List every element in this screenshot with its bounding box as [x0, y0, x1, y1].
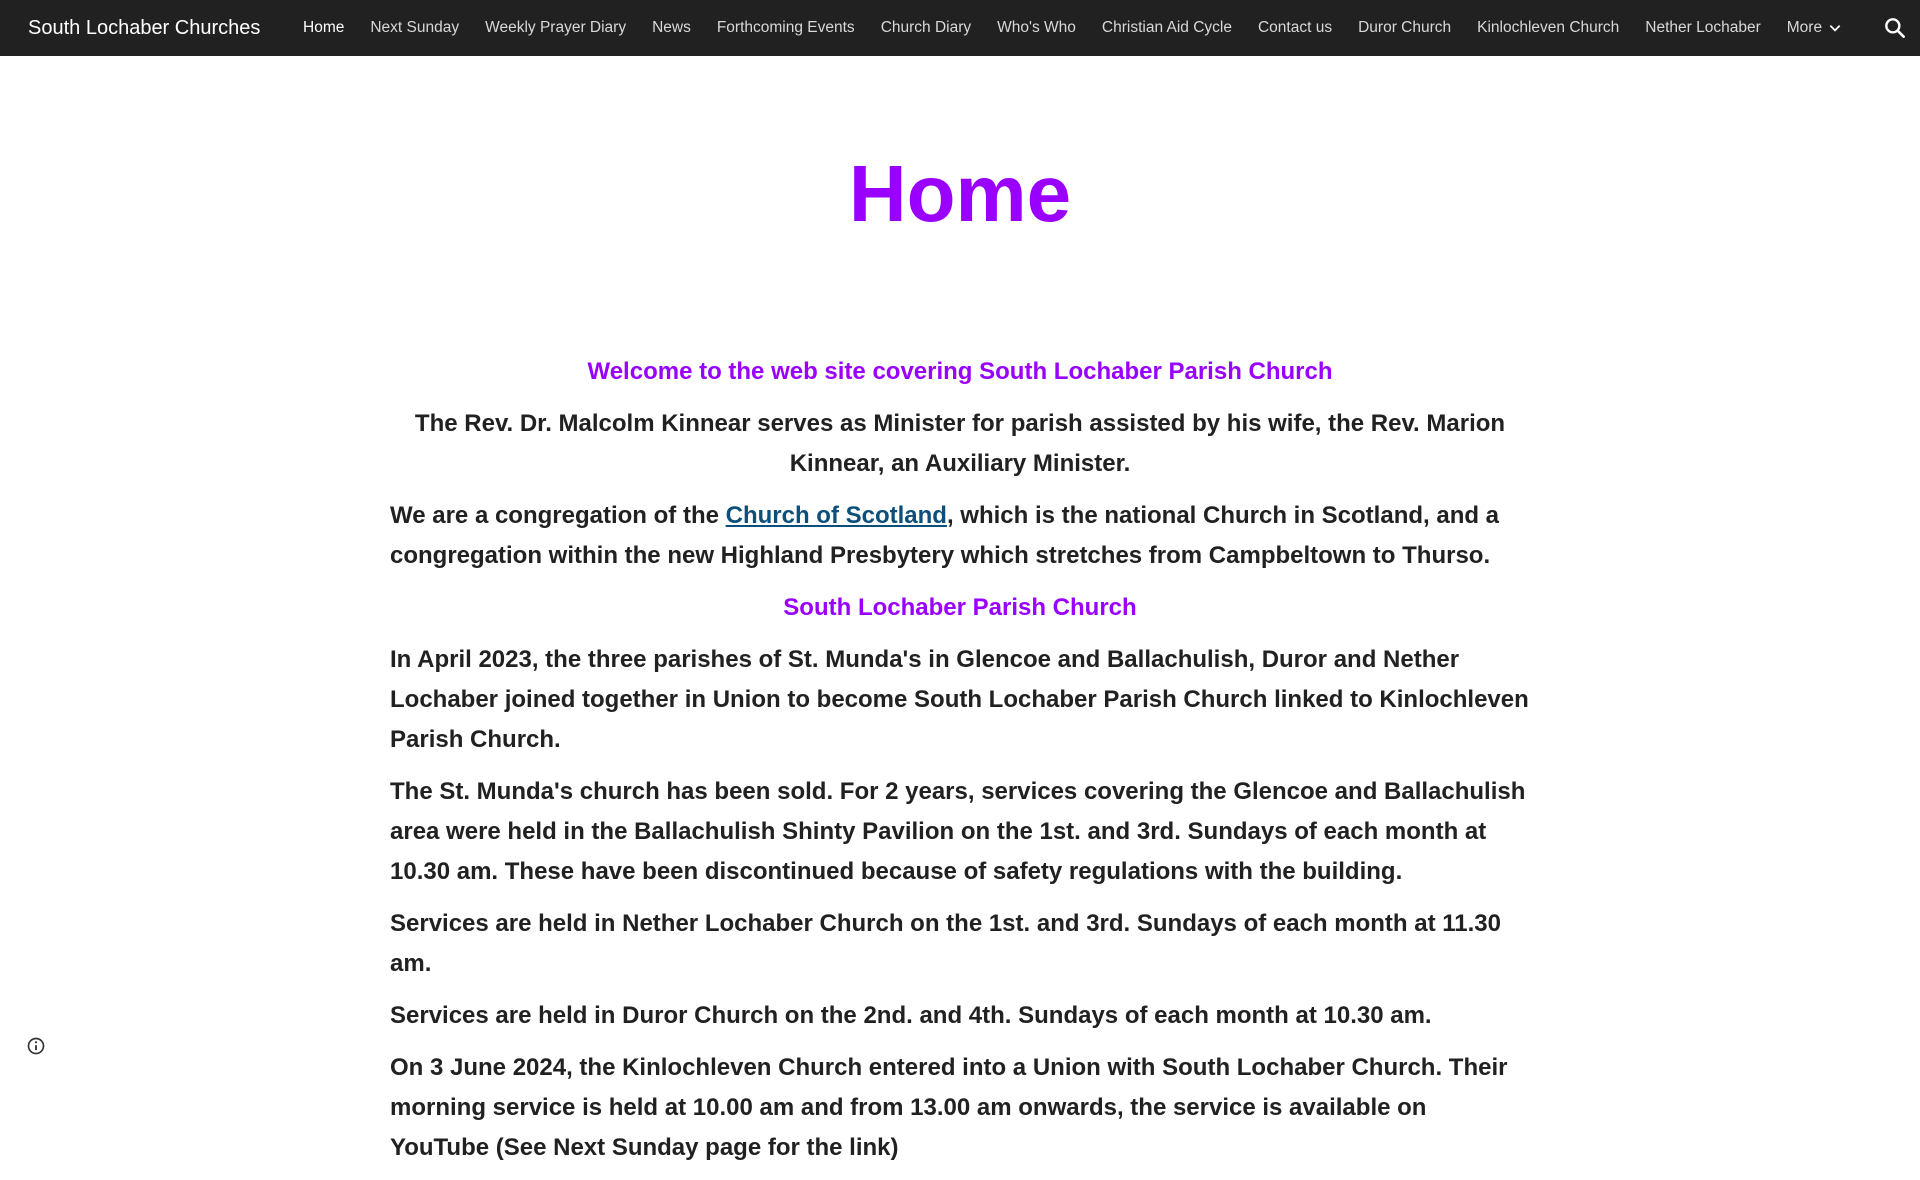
section-heading: South Lochaber Parish Church [783, 594, 1137, 621]
congregation-text-start: We are a congregation of the [390, 502, 726, 529]
chevron-down-icon [1828, 21, 1842, 35]
search-icon[interactable] [1882, 15, 1908, 41]
congregation-text [390, 496, 1530, 576]
main-nav [303, 0, 1842, 56]
nav-item-whos-who[interactable]: Who's Who [997, 19, 1076, 36]
nav-item-christian-aid-cycle[interactable]: Christian Aid Cycle [1101, 19, 1232, 36]
nav-item-weekly-prayer-diary[interactable]: Weekly Prayer Diary [485, 19, 627, 36]
nav-item-church-diary[interactable]: Church Diary [880, 19, 972, 36]
union-paragraph: In April 2023, the three parishes of St. Munda's in Glencoe and Ballachulish, Duror and Nether Lochaber joined together in Union to become South Lochaber Parish Church linked to Kinlochleven Parish Church. [390, 646, 1529, 753]
nav-item-more[interactable] [1787, 19, 1842, 37]
nav-item-news[interactable]: News [652, 19, 691, 36]
nav-more-label: More [1786, 19, 1823, 36]
church-of-scotland-link[interactable]: Church of Scotland [725, 502, 947, 529]
nav-item-duror-church[interactable]: Duror Church [1358, 19, 1452, 36]
page-title: Home [848, 149, 1072, 238]
kinlochleven-paragraph: On 3 June 2024, the Kinlochleven Church entered into a Union with South Lochaber Church. Their morning service is held at 10.00 am and from 13.00 am onwards, the service is available on YouTube (See Next Sunday page for the link) [390, 1054, 1508, 1161]
nav-item-forthcoming-events[interactable]: Forthcoming Events [716, 19, 855, 36]
nav-item-contact-us[interactable]: Contact us [1257, 19, 1333, 36]
nav-item-home[interactable]: Home [303, 19, 345, 36]
site-title[interactable]: South Lochaber Churches [28, 17, 261, 39]
nether-lochaber-services: Services are held in Nether Lochaber Church on the 1st. and 3rd. Sundays of each month at 11.30 am. [390, 910, 1501, 977]
nav-item-kinlochleven-church[interactable]: Kinlochleven Church [1477, 19, 1620, 36]
minister-text: The Rev. Dr. Malcolm Kinnear serves as Minister for parish assisted by his wife, the Rev. Marion Kinnear, an Auxiliary Minister. [414, 410, 1506, 477]
duror-services: Services are held in Duror Church on the 2nd. and 4th. Sundays of each month at 10.30 am. [390, 1002, 1432, 1029]
congregation-text-end: , which is the national Church in Scotland, and a congregation within the new Highland Presbytery which stretches from Campbeltown to Thurso. [390, 502, 1500, 569]
nav-item-next-sunday[interactable]: Next Sunday [370, 19, 460, 36]
nav-item-nether-lochaber[interactable]: Nether Lochaber [1645, 19, 1761, 36]
main-content [390, 56, 1530, 1180]
welcome-heading: Welcome to the web site covering South Lochaber Parish Church [587, 358, 1333, 385]
info-icon[interactable] [26, 1036, 46, 1056]
site-header [0, 0, 1920, 56]
st-mundas-paragraph: The St. Munda's church has been sold. For 2 years, services covering the Glencoe and Ballachulish area were held in the Ballachulish Shinty Pavilion on the 1st. and 3rd. Sundays of each month at 10.30 am. These have been discontinued because of safety regulations with the building. [390, 778, 1526, 885]
